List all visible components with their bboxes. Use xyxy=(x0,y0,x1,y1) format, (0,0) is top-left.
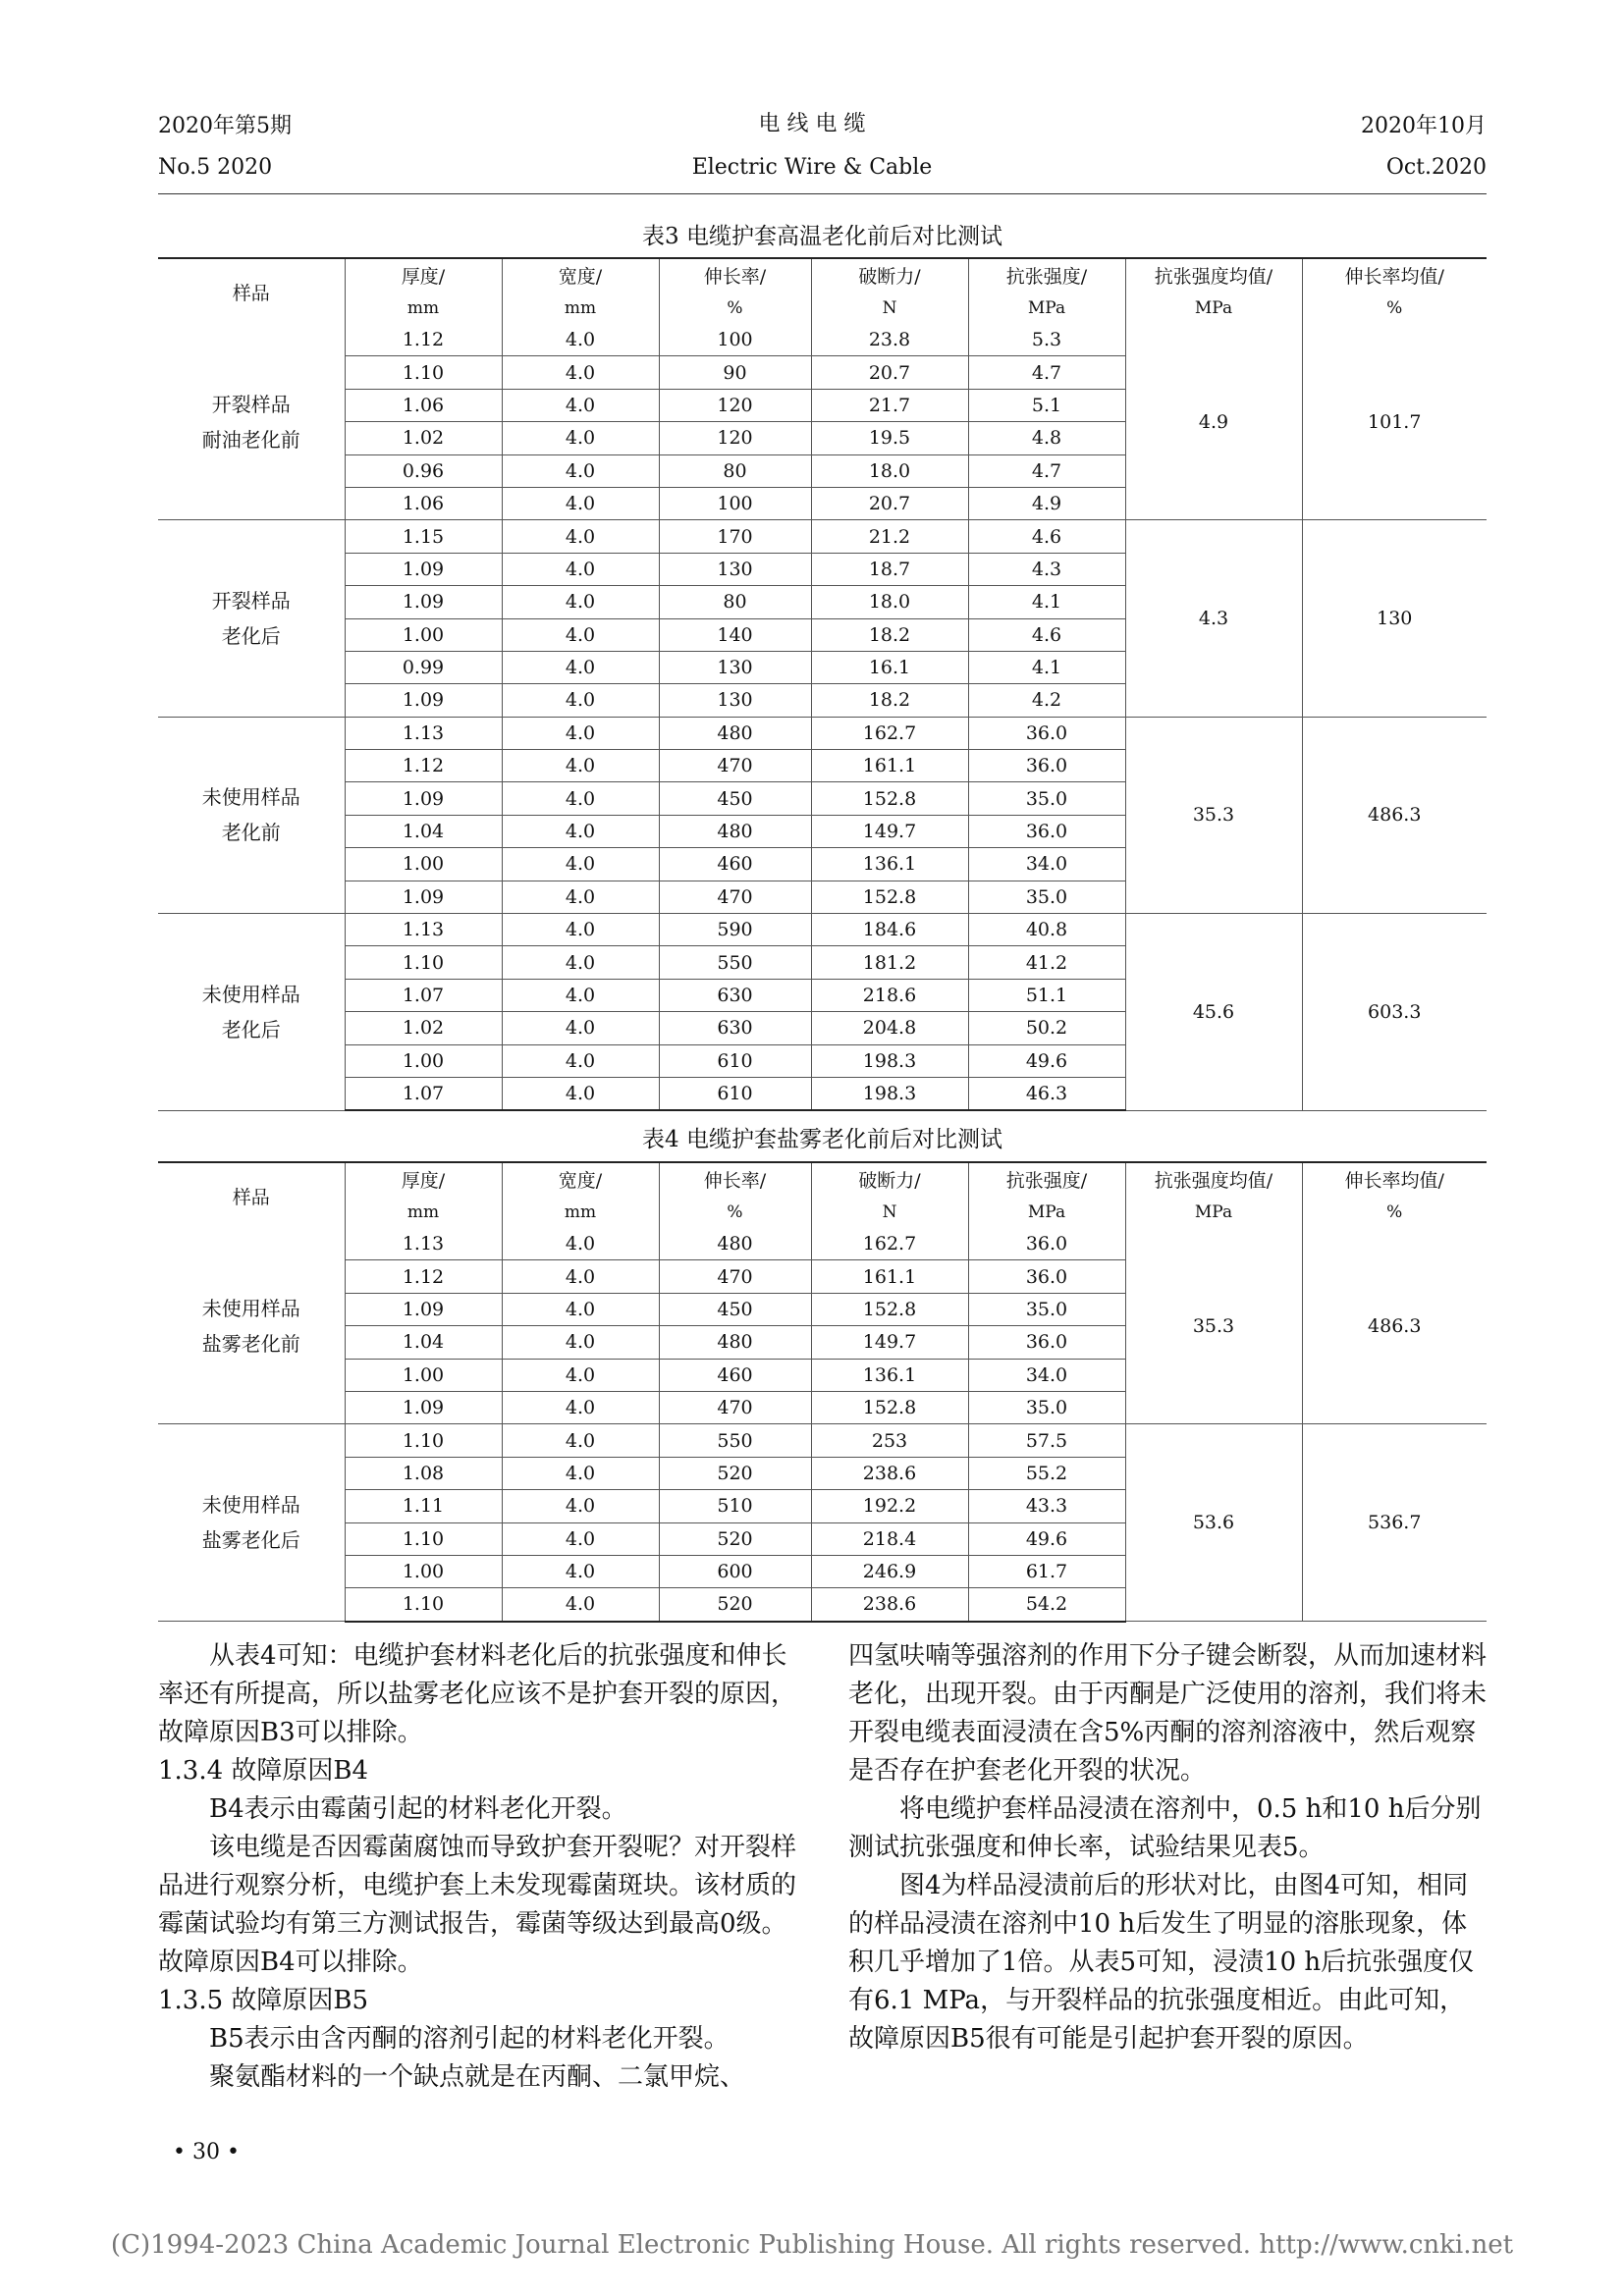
breaking-force-cell: 18.2 xyxy=(811,684,968,717)
elongation-cell: 450 xyxy=(659,782,811,815)
elongation-cell: 470 xyxy=(659,881,811,913)
thickness-cell: 1.00 xyxy=(345,1044,502,1077)
sample-group-label xyxy=(158,324,345,520)
elongation-cell: 140 xyxy=(659,618,811,651)
col-header-breaking-force: 破断力/ xyxy=(811,1162,968,1196)
tensile-strength-cell: 36.0 xyxy=(968,1228,1125,1260)
width-cell: 4.0 xyxy=(502,1293,659,1325)
thickness-cell: 1.02 xyxy=(345,1012,502,1044)
table-row xyxy=(158,520,1487,553)
thickness-cell: 1.08 xyxy=(345,1457,502,1489)
paragraph: 该电缆是否因霉菌腐蚀而导致护套开裂呢？对开裂样品进行观察分析，电缆护套上未发现霉菌斑块。该材质的霉菌试验均有第三方测试报告，霉菌等级达到最高0级。故障原因B4可以排除。 xyxy=(158,1833,797,1977)
unit-mean-elongation: % xyxy=(1302,1196,1487,1228)
col-header-mean-strength: 抗张强度均值/ xyxy=(1125,1162,1302,1196)
unit-thickness: mm xyxy=(345,1196,502,1228)
breaking-force-cell: 23.8 xyxy=(811,324,968,356)
elongation-cell: 450 xyxy=(659,1293,811,1325)
mean-strength-cell: 4.9 xyxy=(1125,324,1302,520)
elongation-cell: 120 xyxy=(659,422,811,454)
breaking-force-cell: 20.7 xyxy=(811,487,968,519)
sample-name-line1: 未使用样品 xyxy=(201,1296,300,1320)
thickness-cell: 1.07 xyxy=(345,979,502,1011)
width-cell: 4.0 xyxy=(502,1490,659,1522)
thickness-cell: 1.10 xyxy=(345,946,502,979)
col-header-breaking-force: 破断力/ xyxy=(811,258,968,292)
thickness-cell: 1.09 xyxy=(345,684,502,717)
elongation-cell: 480 xyxy=(659,1326,811,1359)
width-cell: 4.0 xyxy=(502,750,659,782)
unit-tensile-strength: MPa xyxy=(968,1196,1125,1228)
unit-breaking-force: N xyxy=(811,1196,968,1228)
thickness-cell: 1.10 xyxy=(345,1588,502,1622)
thickness-cell: 1.06 xyxy=(345,487,502,519)
breaking-force-cell: 21.2 xyxy=(811,520,968,553)
elongation-cell: 520 xyxy=(659,1588,811,1622)
breaking-force-cell: 161.1 xyxy=(811,1260,968,1293)
elongation-cell: 610 xyxy=(659,1077,811,1110)
tensile-strength-cell: 50.2 xyxy=(968,1012,1125,1044)
paragraph: 聚氨酯材料的一个缺点就是在丙酮、二氯甲烷、 xyxy=(209,2062,746,2092)
elongation-cell: 80 xyxy=(659,586,811,618)
tensile-strength-cell: 36.0 xyxy=(968,1260,1125,1293)
breaking-force-cell: 161.1 xyxy=(811,750,968,782)
tensile-strength-cell: 35.0 xyxy=(968,1391,1125,1423)
width-cell: 4.0 xyxy=(502,586,659,618)
tensile-strength-cell: 4.6 xyxy=(968,618,1125,651)
elongation-cell: 600 xyxy=(659,1555,811,1587)
elongation-cell: 480 xyxy=(659,815,811,847)
thickness-cell: 1.10 xyxy=(345,1522,502,1555)
elongation-cell: 130 xyxy=(659,651,811,683)
breaking-force-cell: 152.8 xyxy=(811,782,968,815)
tensile-strength-cell: 43.3 xyxy=(968,1490,1125,1522)
elongation-cell: 480 xyxy=(659,1228,811,1260)
width-cell: 4.0 xyxy=(502,389,659,421)
table-row xyxy=(158,1228,1487,1260)
sample-name-line1: 未使用样品 xyxy=(201,785,300,810)
breaking-force-cell: 162.7 xyxy=(811,717,968,749)
mean-elongation-cell: 130 xyxy=(1302,520,1487,717)
width-cell: 4.0 xyxy=(502,454,659,487)
breaking-force-cell: 218.6 xyxy=(811,979,968,1011)
tensile-strength-cell: 35.0 xyxy=(968,1293,1125,1325)
breaking-force-cell: 19.5 xyxy=(811,422,968,454)
width-cell: 4.0 xyxy=(502,684,659,717)
breaking-force-cell: 149.7 xyxy=(811,815,968,847)
width-cell: 4.0 xyxy=(502,553,659,585)
breaking-force-cell: 238.6 xyxy=(811,1457,968,1489)
sample-group-label xyxy=(158,1424,345,1622)
breaking-force-cell: 198.3 xyxy=(811,1044,968,1077)
unit-elongation: % xyxy=(659,292,811,324)
elongation-cell: 80 xyxy=(659,454,811,487)
tensile-strength-cell: 4.7 xyxy=(968,454,1125,487)
elongation-cell: 100 xyxy=(659,487,811,519)
thickness-cell: 1.09 xyxy=(345,586,502,618)
header-rule xyxy=(158,193,1487,194)
col-header-tensile-strength: 抗张强度/ xyxy=(968,1162,1125,1196)
thickness-cell: 1.02 xyxy=(345,422,502,454)
width-cell: 4.0 xyxy=(502,324,659,356)
thickness-cell: 1.09 xyxy=(345,782,502,815)
thickness-cell: 1.09 xyxy=(345,881,502,913)
tensile-strength-cell: 41.2 xyxy=(968,946,1125,979)
width-cell: 4.0 xyxy=(502,1555,659,1587)
width-cell: 4.0 xyxy=(502,520,659,553)
table-row xyxy=(158,914,1487,946)
tensile-strength-cell: 34.0 xyxy=(968,1359,1125,1391)
tensile-strength-cell: 36.0 xyxy=(968,815,1125,847)
sample-name-line2: 耐油老化前 xyxy=(201,427,300,452)
breaking-force-cell: 218.4 xyxy=(811,1522,968,1555)
thickness-cell: 1.09 xyxy=(345,1391,502,1423)
right-column xyxy=(848,1637,1487,2058)
width-cell: 4.0 xyxy=(502,979,659,1011)
thickness-cell: 1.10 xyxy=(345,1424,502,1457)
unit-mean-strength: MPa xyxy=(1125,292,1302,324)
page-number: • 30 • xyxy=(173,2140,240,2164)
section-heading: 1.3.5 故障原因B5 xyxy=(158,1986,369,2015)
unit-tensile-strength: MPa xyxy=(968,292,1125,324)
table-row xyxy=(158,1424,1487,1457)
tensile-strength-cell: 36.0 xyxy=(968,1326,1125,1359)
elongation-cell: 470 xyxy=(659,750,811,782)
elongation-cell: 170 xyxy=(659,520,811,553)
thickness-cell: 1.15 xyxy=(345,520,502,553)
width-cell: 4.0 xyxy=(502,1424,659,1457)
thickness-cell: 1.00 xyxy=(345,848,502,881)
width-cell: 4.0 xyxy=(502,914,659,946)
width-cell: 4.0 xyxy=(502,651,659,683)
elongation-cell: 510 xyxy=(659,1490,811,1522)
breaking-force-cell: 149.7 xyxy=(811,1326,968,1359)
tensile-strength-cell: 61.7 xyxy=(968,1555,1125,1587)
elongation-cell: 550 xyxy=(659,946,811,979)
paragraph: B4表示由霉菌引起的材料老化开裂。 xyxy=(209,1794,627,1824)
mean-elongation-cell: 486.3 xyxy=(1302,717,1487,913)
breaking-force-cell: 21.7 xyxy=(811,389,968,421)
thickness-cell: 1.09 xyxy=(345,1293,502,1325)
width-cell: 4.0 xyxy=(502,1588,659,1622)
tensile-strength-cell: 36.0 xyxy=(968,717,1125,749)
breaking-force-cell: 181.2 xyxy=(811,946,968,979)
unit-width: mm xyxy=(502,292,659,324)
mean-elongation-cell: 101.7 xyxy=(1302,324,1487,520)
col-header-thickness: 厚度/ xyxy=(345,258,502,292)
thickness-cell: 1.13 xyxy=(345,1228,502,1260)
thickness-cell: 1.12 xyxy=(345,750,502,782)
col-header-thickness: 厚度/ xyxy=(345,1162,502,1196)
unit-width: mm xyxy=(502,1196,659,1228)
tensile-strength-cell: 4.9 xyxy=(968,487,1125,519)
table-row xyxy=(158,717,1487,749)
tensile-strength-cell: 46.3 xyxy=(968,1077,1125,1110)
thickness-cell: 1.11 xyxy=(345,1490,502,1522)
paragraph: 图4为样品浸渍前后的形状对比，由图4可知，相同的样品浸渍在溶剂中10 h后发生了明显的溶胀现象，体积几乎增加了1倍。从表5可知，浸渍10 h后抗张强度仅有6.1 MPa，与开裂样品的抗张强度相近。由此可知，故障原因B5很有可能是引起护套开裂的原因。 xyxy=(848,1871,1475,2054)
header-date: 2020年10月 xyxy=(1361,114,1487,138)
col-header-tensile-strength: 抗张强度/ xyxy=(968,258,1125,292)
sample-name-line2: 老化后 xyxy=(221,1017,281,1041)
header-issue: 2020年第5期 xyxy=(158,114,292,138)
width-cell: 4.0 xyxy=(502,1457,659,1489)
table3-caption: 表3 电缆护套高温老化前后对比测试 xyxy=(642,224,1002,249)
table4 xyxy=(158,1161,1487,1623)
width-cell: 4.0 xyxy=(502,782,659,815)
col-header-width: 宽度/ xyxy=(502,1162,659,1196)
elongation-cell: 130 xyxy=(659,684,811,717)
mean-strength-cell: 35.3 xyxy=(1125,1228,1302,1424)
section-heading: 1.3.4 故障原因B4 xyxy=(158,1756,369,1786)
thickness-cell: 0.96 xyxy=(345,454,502,487)
elongation-cell: 610 xyxy=(659,1044,811,1077)
elongation-cell: 590 xyxy=(659,914,811,946)
paragraph: 从表4可知：电缆护套材料老化后的抗张强度和伸长率还有所提高，所以盐雾老化应该不是护套开裂的原因，故障原因B3可以排除。 xyxy=(158,1641,797,1747)
breaking-force-cell: 253 xyxy=(811,1424,968,1457)
elongation-cell: 480 xyxy=(659,717,811,749)
width-cell: 4.0 xyxy=(502,356,659,389)
thickness-cell: 1.00 xyxy=(345,1359,502,1391)
table-row xyxy=(158,324,1487,356)
left-column xyxy=(158,1637,796,2097)
header-issue-en: No.5 2020 xyxy=(158,155,273,180)
sample-group-label xyxy=(158,717,345,913)
tensile-strength-cell: 5.1 xyxy=(968,389,1125,421)
col-header-elongation: 伸长率/ xyxy=(659,1162,811,1196)
sample-name-line1: 未使用样品 xyxy=(201,982,300,1006)
breaking-force-cell: 18.2 xyxy=(811,618,968,651)
unit-mean-strength: MPa xyxy=(1125,1196,1302,1228)
unit-mean-elongation: % xyxy=(1302,292,1487,324)
mean-elongation-cell: 486.3 xyxy=(1302,1228,1487,1424)
width-cell: 4.0 xyxy=(502,717,659,749)
elongation-cell: 520 xyxy=(659,1522,811,1555)
tensile-strength-cell: 35.0 xyxy=(968,782,1125,815)
tensile-strength-cell: 49.6 xyxy=(968,1522,1125,1555)
journal-title-en: Electric Wire & Cable xyxy=(691,155,933,180)
width-cell: 4.0 xyxy=(502,1522,659,1555)
breaking-force-cell: 136.1 xyxy=(811,1359,968,1391)
breaking-force-cell: 20.7 xyxy=(811,356,968,389)
sample-group-label xyxy=(158,914,345,1111)
table3 xyxy=(158,257,1487,1111)
breaking-force-cell: 246.9 xyxy=(811,1555,968,1587)
thickness-cell: 1.00 xyxy=(345,1555,502,1587)
col-header-elongation: 伸长率/ xyxy=(659,258,811,292)
unit-thickness: mm xyxy=(345,292,502,324)
sample-name-line2: 盐雾老化前 xyxy=(201,1331,300,1356)
thickness-cell: 1.13 xyxy=(345,914,502,946)
width-cell: 4.0 xyxy=(502,1359,659,1391)
table4-caption: 表4 电缆护套盐雾老化前后对比测试 xyxy=(642,1127,1002,1152)
col-header-mean-elongation: 伸长率均值/ xyxy=(1302,1162,1487,1196)
tensile-strength-cell: 4.3 xyxy=(968,553,1125,585)
elongation-cell: 130 xyxy=(659,553,811,585)
header-date-en: Oct.2020 xyxy=(1385,155,1487,180)
copyright-footer: (C)1994-2023 China Academic Journal Electronic Publishing House. All rights reserved. http://www.cnki.net xyxy=(110,2230,1514,2260)
thickness-cell: 0.99 xyxy=(345,651,502,683)
thickness-cell: 1.10 xyxy=(345,356,502,389)
breaking-force-cell: 136.1 xyxy=(811,848,968,881)
sample-group-label xyxy=(158,1228,345,1424)
tensile-strength-cell: 4.1 xyxy=(968,651,1125,683)
mean-elongation-cell: 536.7 xyxy=(1302,1424,1487,1622)
elongation-cell: 90 xyxy=(659,356,811,389)
width-cell: 4.0 xyxy=(502,618,659,651)
elongation-cell: 630 xyxy=(659,1012,811,1044)
thickness-cell: 1.12 xyxy=(345,1260,502,1293)
thickness-cell: 1.07 xyxy=(345,1077,502,1110)
sample-name-line1: 开裂样品 xyxy=(211,392,291,416)
breaking-force-cell: 152.8 xyxy=(811,1293,968,1325)
thickness-cell: 1.13 xyxy=(345,717,502,749)
tensile-strength-cell: 54.2 xyxy=(968,1588,1125,1622)
tensile-strength-cell: 34.0 xyxy=(968,848,1125,881)
elongation-cell: 460 xyxy=(659,1359,811,1391)
breaking-force-cell: 18.0 xyxy=(811,586,968,618)
thickness-cell: 1.00 xyxy=(345,618,502,651)
width-cell: 4.0 xyxy=(502,487,659,519)
col-header-mean-strength: 抗张强度均值/ xyxy=(1125,258,1302,292)
mean-strength-cell: 4.3 xyxy=(1125,520,1302,717)
breaking-force-cell: 204.8 xyxy=(811,1012,968,1044)
breaking-force-cell: 238.6 xyxy=(811,1588,968,1622)
tensile-strength-cell: 55.2 xyxy=(968,1457,1125,1489)
tensile-strength-cell: 57.5 xyxy=(968,1424,1125,1457)
sample-name-line1: 未使用样品 xyxy=(201,1493,300,1518)
width-cell: 4.0 xyxy=(502,946,659,979)
unit-breaking-force: N xyxy=(811,292,968,324)
width-cell: 4.0 xyxy=(502,1260,659,1293)
mean-strength-cell: 35.3 xyxy=(1125,717,1302,913)
width-cell: 4.0 xyxy=(502,1391,659,1423)
tensile-strength-cell: 49.6 xyxy=(968,1044,1125,1077)
unit-elongation: % xyxy=(659,1196,811,1228)
elongation-cell: 550 xyxy=(659,1424,811,1457)
mean-strength-cell: 53.6 xyxy=(1125,1424,1302,1622)
sample-name-line1: 开裂样品 xyxy=(211,589,291,614)
breaking-force-cell: 18.7 xyxy=(811,553,968,585)
breaking-force-cell: 152.8 xyxy=(811,1391,968,1423)
elongation-cell: 460 xyxy=(659,848,811,881)
breaking-force-cell: 16.1 xyxy=(811,651,968,683)
thickness-cell: 1.04 xyxy=(345,1326,502,1359)
breaking-force-cell: 184.6 xyxy=(811,914,968,946)
thickness-cell: 1.12 xyxy=(345,324,502,356)
mean-elongation-cell: 603.3 xyxy=(1302,914,1487,1111)
thickness-cell: 1.06 xyxy=(345,389,502,421)
width-cell: 4.0 xyxy=(502,422,659,454)
tensile-strength-cell: 4.7 xyxy=(968,356,1125,389)
tensile-strength-cell: 36.0 xyxy=(968,750,1125,782)
tensile-strength-cell: 40.8 xyxy=(968,914,1125,946)
width-cell: 4.0 xyxy=(502,881,659,913)
elongation-cell: 100 xyxy=(659,324,811,356)
width-cell: 4.0 xyxy=(502,1012,659,1044)
width-cell: 4.0 xyxy=(502,815,659,847)
tensile-strength-cell: 35.0 xyxy=(968,881,1125,913)
breaking-force-cell: 198.3 xyxy=(811,1077,968,1110)
col-header-sample: 样品 xyxy=(158,258,345,324)
sample-name-line2: 老化后 xyxy=(221,624,281,649)
thickness-cell: 1.04 xyxy=(345,815,502,847)
width-cell: 4.0 xyxy=(502,1044,659,1077)
col-header-mean-elongation: 伸长率均值/ xyxy=(1302,258,1487,292)
thickness-cell: 1.09 xyxy=(345,553,502,585)
col-header-sample: 样品 xyxy=(158,1162,345,1228)
elongation-cell: 470 xyxy=(659,1260,811,1293)
width-cell: 4.0 xyxy=(502,1228,659,1260)
elongation-cell: 120 xyxy=(659,389,811,421)
tensile-strength-cell: 4.6 xyxy=(968,520,1125,553)
width-cell: 4.0 xyxy=(502,1326,659,1359)
tensile-strength-cell: 5.3 xyxy=(968,324,1125,356)
paragraph: 四氢呋喃等强溶剂的作用下分子键会断裂，从而加速材料老化，出现开裂。由于丙酮是广泛使用的溶剂，我们将未开裂电缆表面浸渍在含5%丙酮的溶剂溶液中，然后观察是否存在护套老化开裂的状况。 xyxy=(848,1641,1488,1786)
elongation-cell: 470 xyxy=(659,1391,811,1423)
tensile-strength-cell: 4.8 xyxy=(968,422,1125,454)
width-cell: 4.0 xyxy=(502,1077,659,1110)
sample-name-line2: 盐雾老化后 xyxy=(201,1528,300,1553)
col-header-width: 宽度/ xyxy=(502,258,659,292)
width-cell: 4.0 xyxy=(502,848,659,881)
breaking-force-cell: 192.2 xyxy=(811,1490,968,1522)
elongation-cell: 520 xyxy=(659,1457,811,1489)
elongation-cell: 630 xyxy=(659,979,811,1011)
paragraph: B5表示由含丙酮的溶剂引起的材料老化开裂。 xyxy=(209,2024,730,2054)
tensile-strength-cell: 4.2 xyxy=(968,684,1125,717)
sample-group-label xyxy=(158,520,345,717)
tensile-strength-cell: 51.1 xyxy=(968,979,1125,1011)
breaking-force-cell: 18.0 xyxy=(811,454,968,487)
breaking-force-cell: 152.8 xyxy=(811,881,968,913)
mean-strength-cell: 45.6 xyxy=(1125,914,1302,1111)
sample-name-line2: 老化前 xyxy=(221,821,281,845)
journal-title: 电 线 电 缆 xyxy=(758,112,866,136)
paragraph: 将电缆护套样品浸渍在溶剂中，0.5 h和10 h后分别测试抗张强度和伸长率，试验结果见表5。 xyxy=(848,1794,1482,1862)
tensile-strength-cell: 4.1 xyxy=(968,586,1125,618)
breaking-force-cell: 162.7 xyxy=(811,1228,968,1260)
